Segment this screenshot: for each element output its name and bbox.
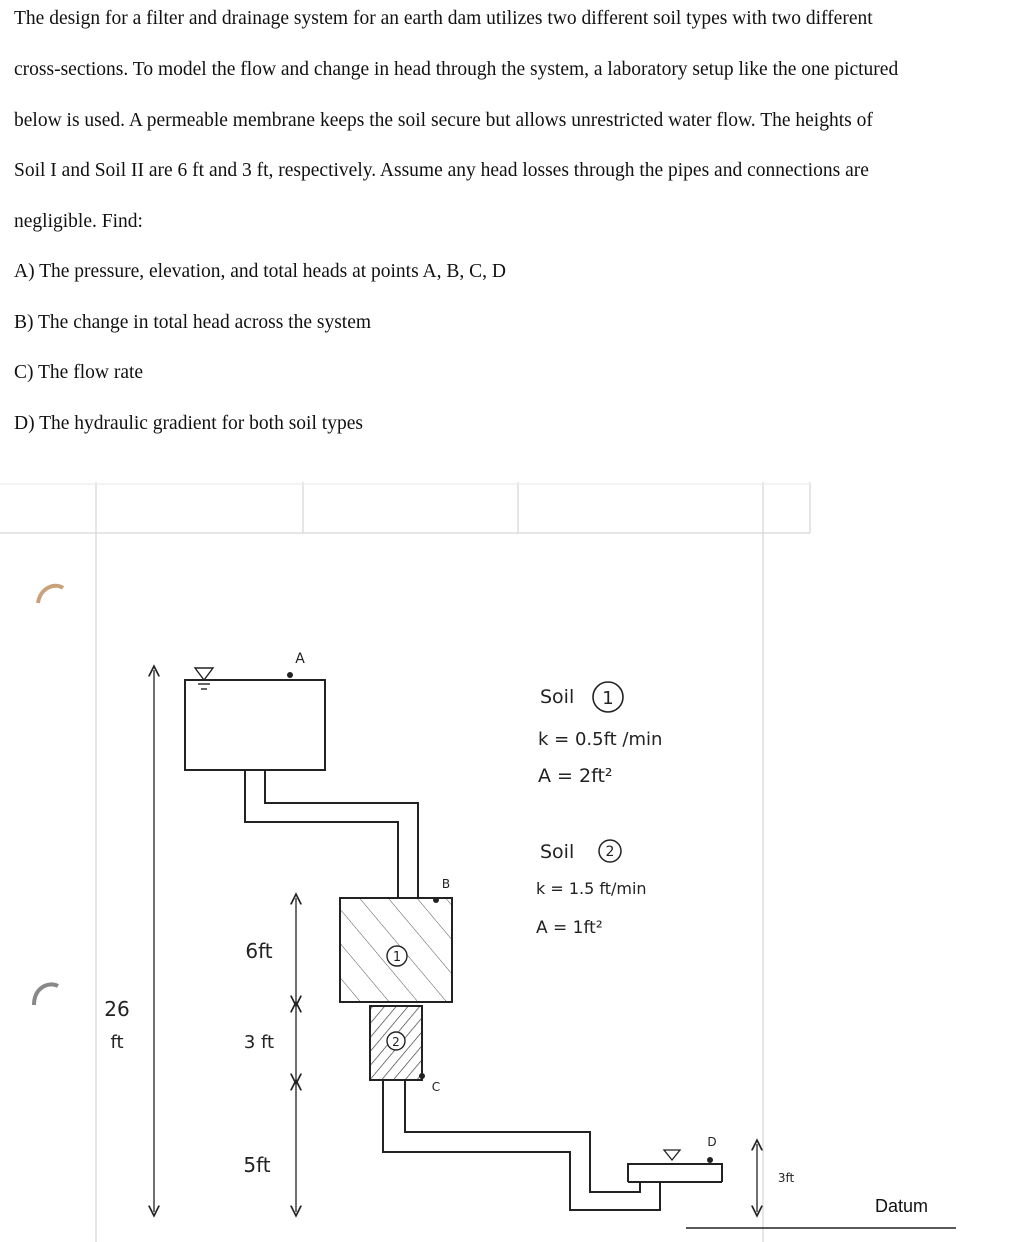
soil1-number: 1 bbox=[602, 688, 614, 709]
point-a-marker bbox=[287, 672, 293, 678]
point-c-label: C bbox=[431, 1080, 441, 1094]
soil1-height-label: 6ft bbox=[245, 939, 273, 963]
soil1-permeability: k = 0.5ft /min bbox=[538, 729, 663, 750]
total-height-value: 26 bbox=[104, 997, 130, 1021]
outlet-height-label: 3ft bbox=[777, 1171, 795, 1185]
outlet-water-table-symbol bbox=[664, 1150, 680, 1164]
problem-line: below is used. A permeable membrane keeps the soil secure but allows unrestricted water flow. The heights of bbox=[14, 110, 873, 131]
question-a: A) The pressure, elevation, and total heads at points A, B, C, D bbox=[14, 261, 506, 282]
binder-hole-mark bbox=[34, 984, 58, 1005]
lab-setup-diagram bbox=[0, 470, 1020, 1242]
soil2-number: 2 bbox=[605, 844, 615, 860]
question-d: D) The hydraulic gradient for both soil types bbox=[14, 413, 363, 434]
total-height-unit: ft bbox=[110, 1032, 124, 1053]
water-table-symbol bbox=[195, 668, 213, 689]
datum-label: Datum bbox=[875, 1196, 929, 1216]
soil1-title: Soil bbox=[540, 686, 575, 708]
point-c-marker bbox=[419, 1073, 425, 1079]
soil2-area: A = 1ft² bbox=[536, 918, 603, 938]
outlet-pipe bbox=[383, 1080, 660, 1210]
problem-line: Soil I and Soil II are 6 ft and 3 ft, respectively. Assume any head losses through the pipes and connections are bbox=[14, 160, 869, 181]
point-b-label: B bbox=[441, 877, 451, 891]
bottom-height-label: 5ft bbox=[243, 1153, 271, 1177]
problem-line: The design for a filter and drainage system for an earth dam utilizes two different soil types with two different bbox=[14, 8, 873, 29]
question-c: C) The flow rate bbox=[14, 362, 144, 383]
point-d-label: D bbox=[707, 1135, 717, 1149]
outlet-tank bbox=[628, 1164, 722, 1182]
soil1-tag: 1 bbox=[392, 950, 402, 965]
soil2-properties bbox=[536, 840, 647, 938]
point-b-marker bbox=[433, 897, 439, 903]
soil2-height-label: 3 ft bbox=[243, 1032, 275, 1053]
soil2-tag: 2 bbox=[392, 1035, 400, 1049]
soil1-properties bbox=[538, 682, 662, 787]
problem-line: cross-sections. To model the flow and change in head through the system, a laboratory setup like the one pictured bbox=[14, 59, 899, 80]
upper-tank bbox=[185, 680, 325, 770]
problem-line: negligible. Find: bbox=[14, 211, 143, 232]
point-a-label: A bbox=[295, 651, 305, 667]
point-d-marker bbox=[707, 1157, 713, 1163]
soil2-permeability: k = 1.5 ft/min bbox=[536, 879, 647, 898]
inlet-pipe bbox=[245, 770, 418, 898]
soil2-title: Soil bbox=[540, 841, 575, 863]
question-b: B) The change in total head across the system bbox=[14, 312, 372, 333]
binder-hole-mark bbox=[38, 586, 63, 603]
soil1-area: A = 2ft² bbox=[538, 765, 613, 787]
